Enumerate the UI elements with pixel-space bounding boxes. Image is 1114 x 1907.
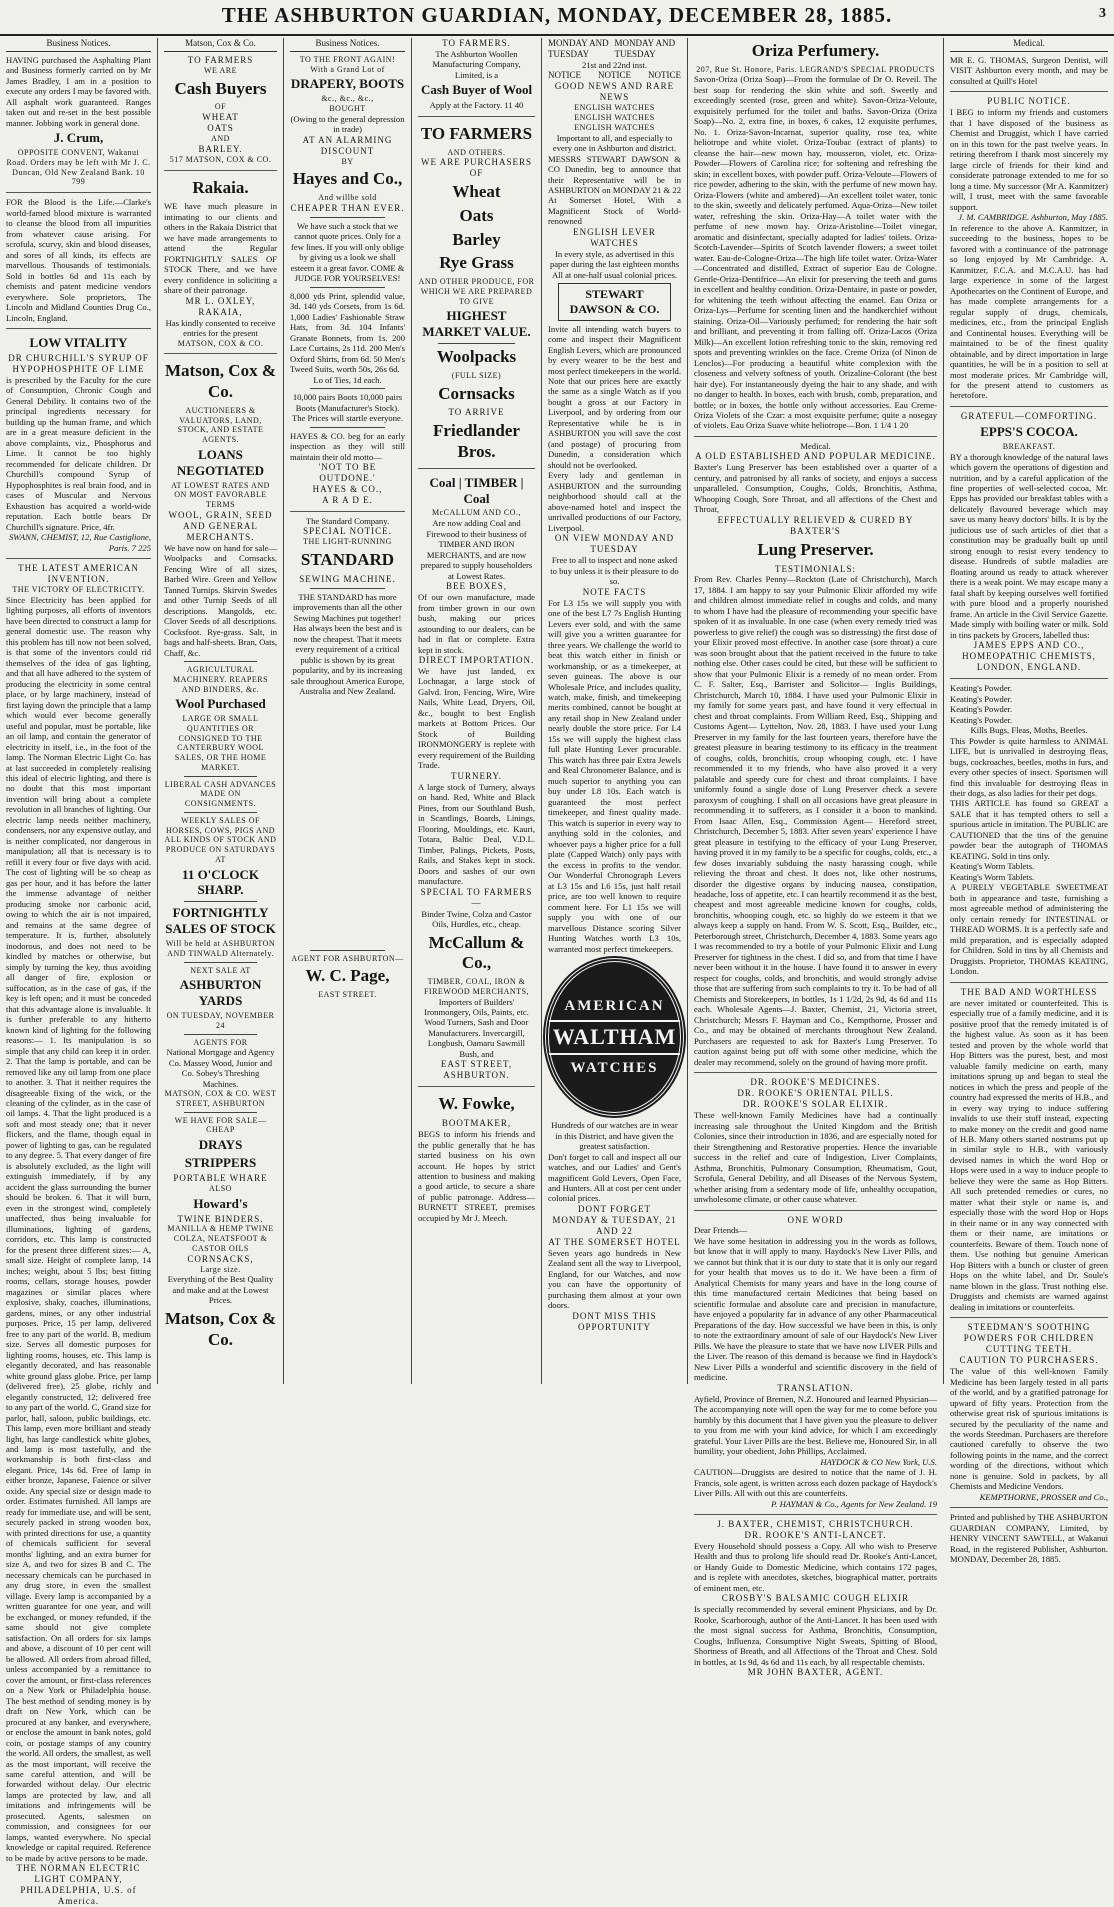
timber-line: TIMBER, COAL, IRON & FIREWOOD MERCHANTS, — [423, 977, 530, 996]
direct-title: DIRECT IMPORTATION. — [418, 655, 535, 665]
hayes-beg-text: HAYES & CO. beg for an early inspection as they will still maintain their old motto— — [290, 430, 405, 462]
turnery-title: TURNERY. — [450, 770, 503, 781]
grateful-line: GRATEFUL—COMFORTING. — [960, 410, 1098, 421]
anti-lancet-text: Every Household should possess a Copy. All who wish to Preserve Health and thus to prolong life should read Dr. Rooke's Anti-Lancet, or Handy Guide to Domestic Medicine, which contains 172 pages, and is replete with anecdotes, sketches, biographical matter, portraits of eminent men, etc. — [694, 1540, 937, 1593]
baxter-text: Baxter's Lung Preserver has been established over a quarter of a century, and patronised by all ranks of society, and enjoys a success unparalleled. Consumption, Coughs, Colds, Bronchitis, Asthma, Whooping Cough, Sore Throat, and all affections of the Chest and Throat, — [694, 462, 937, 515]
matson-main-ad — [164, 353, 277, 1350]
thomas-ad — [950, 55, 1108, 86]
epps-company: JAMES EPPS AND CO., HOMEOPATHIC CHEMISTS, LONDON, ENGLAND. — [962, 640, 1096, 673]
monday-left: MONDAY AND TUESDAY — [548, 38, 609, 59]
standard-text: THE STANDARD has more improvements than all the other Sewing Machines put together! Has always been the best and is now the cheapest. That it meets every requirement of a critical public is shown by its great popularity, and by its increasing sale throughout America Europe, Australia and New Zealand. — [290, 591, 405, 697]
wheat-label: WHEAT — [202, 112, 239, 123]
notice-row — [548, 70, 681, 81]
strippers-label: STRIPPERS — [184, 1155, 257, 1171]
latest-title: THE LATEST AMERICAN INVENTION. — [18, 563, 139, 585]
fowke-title: W. Fowke, — [438, 1094, 515, 1114]
one-word-title: ONE WORD — [787, 1214, 844, 1225]
portable-label: PORTABLE WHARE — [173, 1172, 268, 1183]
drapery-title: DRAPERY, BOOTS — [290, 76, 405, 92]
to-farmers-title: TO FARMERS — [420, 123, 533, 143]
asphalt-ad — [6, 55, 151, 187]
prices-text: The Prices will startle everyone. — [292, 413, 403, 424]
lung-title: Lung Preserver. — [757, 539, 874, 559]
anti-lancet-ad — [694, 1514, 937, 1678]
rooke-medicines: DR. ROOKE'S MEDICINES. — [750, 1077, 881, 1088]
divider — [184, 661, 257, 662]
we-have-line: WE HAVE FOR SALE—CHEAP — [174, 1115, 267, 1135]
dont-forget-text: Don't forget to call and inspect all our watches, and our Ladies' and Gent's magnificent Gold Levers, Open Face, and Hunters. All at cost per cent under colonial prices. — [548, 1151, 681, 1204]
purchasers-line: WE ARE PURCHASERS OF — [420, 157, 533, 179]
keating-4: Keating's Powder. — [950, 714, 1013, 725]
translation-title: TRANSLATION. — [777, 1382, 854, 1393]
bad-text: are never imitated or counterfeited. This is especially true of a family medicine, and it is positive proof that the remedy imitated is of the highest value. As soon as it has been tested and proven by the whole world that Hop Bitters was the purest, best, and most valuable family medicine on earth, many imitations sprung up and began to steal the notices in which the press and people of the country had expressed the merits of H.B., and in every way trying to induce suffering invalids to use their stuff instead, expecting to make money on the credit and good name of H.B. Many others started nostrums put up in similar style to H.B., with variously devised names in which the word Hop or Hops were used in a way to induce people to believe they were the same as Hop Bitters. All such pretended remedies or cures, no matter what their style or name is, and especially those with the word Hop or Hops in their name or in any way connected with them or their name, are imitations or counterfeits. Beware of them. Touch none of them. Use nothing but genuine American Hop Bitters with a bunch or cluster of green Hops on the white label, and Dr. Soule's name blown in the glass. Trust nothing else. Druggists and chemists are warned against dealing in imitations or counterfeits. — [950, 997, 1108, 1312]
arrive-text: TO ARRIVE — [448, 407, 505, 418]
rooke-ad — [694, 1072, 937, 1204]
section-heading: Business Notices. — [6, 38, 151, 52]
coal-heading: Coal | TIMBER | Coal — [429, 474, 524, 506]
loans-title: LOANS NEGOTIATED — [176, 446, 265, 478]
monday-header — [548, 38, 681, 60]
facts-text: For L3 15s we will supply you with one of the best L7 7s English Hunting Levers ever sold, and with the same will give you a written guarantee for three years. We challenge the world to beat this watch either in finish or workmanship, or as a timekeeper, at seven guineas. The above is our Wholesale Price, and includes quality, watch, make, finish, and timekeeping merits combined, cannot be bought at any retail shop in New Zealand under nearly double the store price. For L4 15s we will supply the highest class full plate Hunting Lever procurable. This watch has three pair Extra Jewels and Real Chronometer Balance, and is much superior to anything you can buy under L8 10s. Each watch is guaranteed the most perfect timekeeper, and finest quality made. This watch is superior in every way to anything sold in the colonies, and whoever pays a higher price for a full plate (Capped Watch) only pays with the excess in profits to the vendor. Our Wonderful Chronograph Levers at L3 15s and L6 15s, just half retail price, are too well known to require comment here. For L1 15s we will supply you with one of our marvellous Distance scoring Silver Hunting Watches worth L3 10s, warranted most perfect timekeepers. — [548, 597, 681, 954]
page-name: W. C. Page, — [305, 966, 390, 986]
cash-buyers-title: Cash Buyers — [174, 78, 267, 98]
epps-title: EPPS'S COCOA. — [980, 423, 1078, 439]
column-4 — [412, 38, 542, 1384]
worm-1: Keating's Worm Tablets. — [950, 861, 1035, 872]
imprint-text: Printed and published by THE ASHBURTON GUARDIAN COMPANY, Limited, by HENRY VINCENT SAWTELL, at Wakanui Road, in the registered Publisher, Ashburton. MONDAY, December 28, 1885. — [950, 1512, 1108, 1565]
fortnightly-title: FORTNIGHTLY SALES OF STOCK — [165, 905, 276, 937]
masthead — [0, 0, 1114, 36]
breakfast-line: BREAKFAST. — [1002, 441, 1056, 451]
every-lady-text: Every lady and gentleman in ASHBURTON and the surrounding neighborhood should call at the above-named hotel and inspect the unrivalled productions of our Factory, Liverpool. — [548, 470, 681, 533]
waltham-badge — [545, 958, 685, 1116]
dates-line: 21st and 22nd inst. — [582, 59, 647, 70]
barley-label: Barley — [452, 229, 501, 249]
column-3 — [284, 38, 412, 1384]
monday-right: MONDAY AND TUESDAY — [614, 38, 676, 59]
rakaia-title: Rakaia. — [192, 177, 249, 197]
styles-text: In every style, as advertised in this paper during the last eighteen months — [549, 248, 680, 270]
section-heading: Medical. — [950, 38, 1108, 52]
kempthorne-signature: KEMPTHORNE, PROSSER and Co., — [979, 1491, 1108, 1502]
seven-years-text: Seven years ago hundreds in New Zealand sent all the way to Liverpool, England, for our Watches, and now you can have the opportunity of purchasing them almost at your own doors. — [548, 1247, 681, 1311]
we-are: WE ARE — [204, 65, 237, 75]
special-notice: SPECIAL NOTICE. — [303, 526, 392, 537]
bootmaker-line: BOOTMAKER, — [441, 1118, 512, 1129]
drapery-sub: &c., &c., &c., — [321, 94, 374, 104]
divider — [184, 1112, 257, 1113]
keating-3: Keating's Powder. — [950, 704, 1013, 715]
boots-text: 10,000 pairs Boots 10,000 pairs Boots (Manufacturer's Stock). — [292, 392, 403, 413]
free-text: Free to all to inspect and none asked to buy unless it is their pleasure to do so. — [550, 555, 679, 587]
highest-value: HIGHEST MARKET VALUE. — [422, 308, 531, 340]
worm-2: Keating's Worm Tablets. — [950, 871, 1035, 882]
standard-company: The Standard Company. — [305, 515, 390, 526]
public-notice-title: PUBLIC NOTICE. — [987, 96, 1071, 107]
hop-bitters-ad — [950, 982, 1108, 1313]
column-6 — [688, 38, 944, 1678]
rooke-text: These well-known Family Medicines have had a continually increasing sale throughout the United Kingdom and the British Colonies, since their introduction in 1836, and are especially noted for their Strengthening and Restorative properties. Hence the invariable success in the relief and cure of Indigestion, Liver Complaints, Asthma, Bronchitis, Pulmonary Consumption, Rheumatism, Gout, Scrofula, General Debility, and all Diseases of the Nervous System, whether arising from a sedentary mode of life, unhealthy occupation, unwholesome climate, or other cause whatever. — [694, 1110, 937, 1205]
arcade-text: A R A D E. — [322, 495, 373, 506]
crosby-text: Is specially recommended by several eminent Physicians, and by Dr. Rooke, Scarborough, author of the Anti-Lancet. It has been used with the most signal success for Asthma, Bronchitis, Consumption, Coughs, Influenza, Consumptive Night Sweats, Spitting of Blood, Shortness of Breath, and all Affections of the Throat and Chest. Sold in bottles, at 1s 9d, 4s 6d and 11s each, by all respectable chemists. — [694, 1604, 937, 1667]
notice-left: NOTICE — [548, 70, 581, 81]
rakaia-ad — [164, 170, 277, 349]
badge-top: AMERICAN — [564, 998, 665, 1015]
other-produce: AND OTHER PRODUCE, FOR WHICH WE ARE PREPARED TO GIVE — [418, 277, 535, 306]
matson-signature: 517 MATSON, COX & CO. — [169, 154, 272, 164]
invite-text: Invite all intending watch buyers to come and inspect their Magnificent English Levers, which are pronounced by every wearer to be the best and most perfect timekeepers in the world. Note that our prices here are exactly the same as a single Watch as if you bought a gross at our Factory in Liverpool, and by ordering from our Representative while he is in ASHBURTON you will save the cost (and postage) of procuring from Dunedin, a consideration which should not be overlooked. — [548, 323, 681, 470]
ties-text: Lo of Ties, 1d each. — [313, 374, 382, 385]
motto-text: 'NOT TO BE OUTDONE.' — [318, 462, 377, 484]
of-text: OF — [214, 102, 227, 112]
howard-label: Howard's — [193, 1195, 248, 1211]
kills-text: Kills Bugs, Fleas, Moths, Beetles. — [970, 725, 1088, 736]
bee-title: BEE BOXES, — [445, 581, 507, 592]
agents-text: National Mortgage and Agency Co. Massey Wood, Junior and Co. Sobey's Threshing Machines. — [166, 1047, 275, 1089]
full-size: (FULL SIZE) — [451, 370, 502, 380]
clock-line: 11 O'CLOCK SHARP. — [182, 866, 259, 898]
weekly-line: WEEKLY SALES OF HORSES, COWS, PIGS AND ALL KINDS OF STOCK AND PRODUCE ON SATURDAYS AT — [164, 815, 277, 864]
notice-center: NOTICE — [598, 70, 631, 81]
good-news: GOOD NEWS AND RARE NEWS — [554, 81, 675, 103]
swann-signature: SWANN, CHEMIST, 12, Rue Castiglione, Paris. 7 225 — [9, 532, 151, 553]
front-again: TO THE FRONT AGAIN! With a Grand Lot of — [299, 54, 396, 74]
public-notice-ad — [950, 91, 1108, 401]
epps-ad — [950, 406, 1108, 673]
light-running: THE LIGHT-RUNNING — [303, 537, 392, 547]
medical-heading: Medical. — [800, 440, 831, 451]
and-text: AND — [211, 134, 230, 144]
discount-text: AT AN ALARMING DISCOUNT — [302, 134, 393, 156]
anti-lancet-title: DR. ROOKE'S ANTI-LANCET. — [744, 1530, 887, 1540]
crum-address: OPPOSITE CONVENT, Wakanui Road. Orders may be left with Mr J. C. Duncan, Old New Zealand Bank. 10 799 — [6, 148, 151, 187]
english-1: ENGLISH WATCHES — [574, 103, 655, 113]
worm-text: A PURELY VEGETABLE SWEETMEAT both in appearance and taste, furnishing a most agreeable method of administering the only certain remedy for INTESTINAL or THREAD WORMS. It is a perfectly safe and mild preparation, and is especially adapted for Children. Sold in tins by all Chemists and Druggists. Proprietor, THOMAS KEATING, London. — [950, 882, 1108, 977]
large-size-text: Large size. — [200, 1264, 241, 1274]
on-view-line: ON VIEW MONDAY AND TUESDAY — [554, 533, 675, 555]
turnery-text: A large stock of Turnery, always on hand. Red, White and Black Pines, from our Southland Bush, in Scantlings, Boards, Linings, Flooring, Mouldings, etc. Kauri, Totara, Baltic Deal, V.D.L. Timber, Palings, Pickets, Posts, Rails, and Stakes kept in stock. Doors and sashes of our own manufacture. — [418, 781, 535, 887]
yards-title: ASHBURTON YARDS — [179, 977, 262, 1009]
wheat-label: Wheat — [452, 182, 501, 202]
agents-line: AGENTS FOR — [193, 1037, 248, 1047]
crum-name: J. Crum, — [53, 130, 104, 146]
page-number: 3 — [1099, 6, 1106, 21]
woollen-text: The Ashburton Woollen Manufacturing Company, Limited, is a — [432, 48, 521, 80]
thomas-text: MR E. G. THOMAS, Surgeon Dentist, will VISIT Ashburton every month, and may be consulted at Quill's Hotel — [950, 54, 1108, 86]
bee-text: Of our own manufacture, made from timber grown in our own bush, making our prices astounding to our dealers, can be had in flat or complete. Extra kept in stock. — [418, 592, 535, 655]
electric-ad — [6, 558, 151, 1907]
divider — [184, 962, 257, 963]
standard-title: STANDARD — [300, 550, 395, 570]
oriza-ad — [694, 41, 937, 431]
east-street: EAST STREET. — [318, 990, 377, 1000]
baxter-ad — [694, 436, 937, 1067]
cambridge-signature: J. M. CAMBRIDGE. Ashburton, May 1885. — [958, 212, 1108, 223]
rooke-pills: DR. ROOKE'S ORIENTAL PILLS. — [737, 1088, 894, 1099]
mccallum-ad — [418, 468, 535, 1082]
farmers-heading: TO FARMERS. — [442, 38, 511, 48]
oxley-name: MR L. OXLEY, RAKAIA, — [185, 295, 256, 317]
blood-ad — [6, 192, 151, 323]
imprint — [950, 1507, 1108, 1564]
divider — [310, 388, 385, 389]
electric-text: Since Electricity has been applied for lighting purposes, all efforts of inventors have been directed to construct a lamp for general domestic use. The reason why this problem has till now not been solved, is that some of the inventors could rid themselves of the idea of gas lighting, and that all have adhered to the system of producing the electricity in some central place, or by large machinery, instead of first laying down the principle that a lamp which would ever become generally useful and popular, must be portable, like an oil lamp, and contain the generator of electricity in itself, i.e., in the foot of the lamp. The Norman Electric Light Co. has at last succeeded in completely realising this ideal of electric lighting, and there is no doubt that this most important invention will bring about a complete revolution in all branches of lighting. Our electric lamp needs neither machinery, condensers, nor any expensive outlay, and is neither complicated, nor dangerous in manipulation; all that is necessary is to refill it every four or five days with acid. The cost of lighting will be so cheap as gas per hour, and it has before the latter the immense advantage of neither producing smoke nor carbonic acid, owing to which the air is not impaired, and remains at the same degree of temperature. It is, further, absolutely inodorous, and does not need to be kindled by matches or otherwise, but simply by turning the key, thus avoiding all danger of fire, explosion or suffocation, as in the case of gas, if the key is left open; and it must be conceded that this advantage alone is invaluable. It is further preferable to any hitherto known kind of lighting for the following reasons:— 1. Its manipulation is so simple that any child can keep it in order. 2. That the lamp is portable, and can be removed like any oil lamp from one place to another. 3. That it neither requires the disagreeable fixing of the wick, or the cleaning of the cylinder, as in the case of oil lamps. 4. That the light produced is a soft and most steady one; that it never flickers, and the flame, though equal in power of lighting to gas, can be regulated to any degree. 5. That every danger of fire is absolutely excluded, as the light will extinguish immediately, if by any accident the glass surrounding the burner should be broken. 6. That it will burn, even in the strongest wind, completely unaffected, thus being invaluable for illuminations, lighting of gardens, corridors, etc. This lamp is constructed for the present three different sizes:— A, small size. Height of complete lamp, 14 inches; weight, about 5 lbs; best fitting rooms, cellars, storage houses, powder magazines or similar places where explosive, shaky, coaches, illuminations, gardens, mines, or any other industrial purposes. Price, 15 per lamp, delivered free to any part of the world. B, medium size. Serves all domestic purposes for lighting rooms, houses, etc. This lamp is elegantly decorated, and has reasonable white ground glass globe. Price, per lamp (delivered free), 25 globe, richly and elegantly constructed, 12; delivered free to any part of the world. C, Grand size for parlor, hall, saloon, public buildings, etc. This lamp, even more brilliant and steady light, has large candlestick white globes, and lamp is most tastefully, and the workmanship is both first-class and elegant. Price, 14s 6d. Free of lamp in either bronze, Japanese, Faience or silver oxide. Any special size or design made to order. Estimates furnished. All lamps are ready for immediate use, and will be sent, securely packed in strong wooden box, with printed directions for use, a quantity of chemicals sufficient for several months' lighting, and an extra burner for size A, and two for sizes B and C. The necessary chemicals can be purchased in any drug store, in even the smallest village. Every lamp is accompanied by a written guarantee for one year, and will be exchanged, or money refunded, if the same should not give complete satisfaction. On all orders for six lamps and above, a discount of 10 per cent will be allowed. All orders from abroad filled, unless accompanied by a remittance to cover the amount, or first-class references on a New York or Philadelphia house. The best method of sending money is by draft on New York, which can be procured at any banker, and everywhere, or enclose the amount in bank notes, gold coin, or postage stamps of any country the world. All orders, the smallest, as well as the most important, will receive the same careful attention, and will be forwarded without delay. Our electric lamps are protected by law, and all imitations and infringements will be prosecuted. Agents, salesmen on commission, and consignees for our lamps, wanted everywhere. No special knowledge or capital required. Reference to be made by active persons to be made. — [6, 594, 151, 1863]
badge-middle: WALTHAM — [549, 1020, 681, 1055]
woollen-ad — [418, 38, 535, 111]
friedlander-title: Friedlander Bros. — [433, 421, 520, 462]
cheaper-text: CHEAPER THAN EVER. — [290, 202, 405, 213]
fowke-text: BEGS to inform his friends and the public generally that he has started business on his own account. He hopes by strict attention to business and making a good article, to secure a share of public patronage. Address—BURNETT STREET, premises occupied by Mr J. Meech. — [418, 1129, 535, 1223]
also-text: ALSO — [209, 1183, 232, 1193]
wool-purchased-title: Wool Purchased — [175, 696, 266, 712]
divider — [438, 343, 515, 344]
spacer — [290, 697, 405, 947]
rooke-elixir: DR. ROOKE'S SOLAR ELIXIR. — [742, 1099, 889, 1110]
cornsacks-label: Cornsacks — [438, 383, 515, 403]
english-3: ENGLISH WATCHES — [574, 122, 655, 132]
manilla-label: MANILLA & HEMP TWINE — [167, 1224, 274, 1234]
caution-text: CAUTION—Druggists are desired to notice that the name of J. H. Francis, sole agent, is written across each dozen package of Haydock's Liver Pills. All with out this are counterfeits. — [694, 1467, 937, 1499]
lever-line: ENGLISH LEVER WATCHES — [573, 226, 656, 248]
one-half-text: All at one-half usual colonial prices. — [551, 269, 678, 280]
and-others: AND OTHERS. — [447, 147, 506, 157]
blood-text: FOR the Blood is the Life.—Clarke's world-famed blood mixture is warranted to cleanse the blood from all impurities from whatever cause arising. For scrofula, scurvy, skin and blood diseases, and sores of all kinds, its effects are marvellous. Thousands of testimonials. Sold in bottles 6d and 11s each by chemists and patent medicine vendors everywhere. Sole proprietors, The Lincoln and Midland Counties Drug Co., Lincoln, England. — [6, 197, 151, 323]
bought-stock-text: We have such a stock that we cannot quote prices. Only for a few lines. If you will only oblige by giving us a look we shall esteem it a great favor. COME & JUDGE FOR YOURSELVES! — [290, 220, 405, 284]
kanmitzer-text: In reference to the above A. Kanmitzer, in succeeding to the business, hopes to be favored with a continuance of the patronage so long enjoyed by Mr Cambridge. A. Kanmitzer, F.C.A. and M.C.A.U. has had large experience in some of the largest Apothecaries on the Continent of Europe, and has made complete arrangements for a regular supply of drugs, chemicals, medicines, etc., from the principal English and Continental houses. Everything will be maintained to be of the finest quality obtainable, and by direct importation in large quantities, he will be in a position to sell at most moderate prices. Mr Cambridge will, for the present attend to customers as heretofore. — [950, 222, 1108, 401]
divider — [310, 950, 385, 951]
divider — [310, 427, 385, 428]
matson-title: Matson, Cox & Co. — [165, 361, 276, 402]
keating-2: Keating's Powder. — [950, 693, 1013, 704]
matson-west-street: MATSON, COX & CO. WEST STREET, ASHBURTON — [164, 1089, 277, 1108]
drays-label: DRAYS — [198, 1137, 243, 1153]
translation-text: Ayfield, Province of Bremen, N.Z. Honoured and learned Physician—The accompanying note will open the way for me to come before you humbly by this document that I have given you the pleasure to deliver to you from me with your kind advice, for which I am exceedingly grateful. Your Liver Pills are the best. Believe me, Honoured Sir, in all humility, your obedient, John Phillips, Acclaimed. — [694, 1393, 937, 1457]
oxley-text: Has kindly consented to receive entries for the present — [165, 317, 276, 339]
importers-text: Importers of Builders' Ironmongery, Oils, Paints, etc. Wood Turners, Sash and Door Manufacturers. Invercargill, Longbush, Oamaru Sawmill Bush, and — [424, 996, 529, 1059]
hayes-signature: HAYES & CO., — [312, 484, 383, 495]
fortnightly-text: Will be held at ASHBURTON AND TINWALD Alternately. — [165, 939, 276, 958]
norman-signature: THE NORMAN ELECTRIC LIGHT COMPANY, PHILADELPHIA, U.S. of America. — [16, 1863, 141, 1907]
one-word-sub: Dear Friends— — [694, 1225, 748, 1236]
will-sold-text: And willbe sold — [318, 193, 377, 203]
sewing-title: SEWING MACHINE. — [299, 573, 396, 584]
mccallum-title: McCallum & Co., — [428, 932, 525, 973]
cornsacks-label: CORNSACKS, — [187, 1253, 254, 1264]
haydock-ad — [694, 1210, 937, 1510]
syrup-title: DR CHURCHILL'S SYRUP OF HYPOPHOSPHITE OF LIME — [8, 352, 149, 374]
newspaper-title: THE ASHBURTON GUARDIAN, MONDAY, DECEMBER 28, 1885. — [221, 3, 893, 27]
wool-merchants: WOOL, GRAIN, SEED AND GENERAL MERCHANTS. — [168, 509, 273, 542]
owing-text: (Owing to the general depression in trade) — [290, 113, 405, 135]
barley-label: BARLEY. — [198, 143, 243, 154]
matson-footer: Matson, Cox & Co. — [165, 1308, 276, 1349]
everything-text: Everything of the Best Quality and make and at the Lowest Prices. — [167, 1274, 274, 1306]
asphalt-text: HAVING purchased the Asphalting Plant and Business formerly carried on by Mr James Bradley, I am in a position to execute any orders I may be favored with. All asphalt work guaranteed. Ranges taken out and re-set in the best possible manner. Jobbing work in general done. — [6, 54, 151, 128]
column-5 — [542, 38, 688, 1384]
section-heading: Business Notices. — [290, 38, 405, 52]
english-2: ENGLISH WATCHES — [574, 113, 655, 123]
coal-text: Are now adding Coal and Firewood to their business of TIMBER AND IRON MERCHANTS, and are now prepared to supply householders at Lowest Rates. — [420, 518, 533, 581]
crosby-title: CROSBY'S BALSAMIC COUGH ELIXIR — [721, 1593, 910, 1604]
standard-ad — [290, 511, 405, 1000]
east-street: EAST STREET, ASHBURTON. — [440, 1059, 513, 1081]
divider — [310, 287, 385, 288]
colza-label: COLZA, NEATSFOOT & CASTOR OILS — [173, 1234, 268, 1253]
somerset-line: AT THE SOMERSET HOTEL — [548, 1236, 681, 1247]
prints-list: 8,000 yds Print, splendid value, 3d. 140 yds Corsets, from 1s 6d. 1,000 Ladies' Fashionable Straw Hats, from 3d. 104 Infants' Granate Bonnets, from 1s. 200 Lace Curtains, 2s 11d. 200 Men's Oxford Shirts, from 6d. 50 Men's Tweed Suits, worth 50s, 26s 6d. — [290, 290, 405, 375]
syrup-ad — [6, 328, 151, 553]
by-text: BY — [341, 156, 354, 166]
column-7 — [944, 38, 1114, 1565]
column-2 — [158, 38, 284, 1384]
farmers-heading: TO FARMERS — [187, 54, 254, 65]
important-text: Important to all, and especially to every one in Ashburton and district. — [552, 132, 677, 154]
steedman-ad — [950, 1317, 1108, 1502]
divider — [184, 901, 257, 902]
testimonials-title: TESTIMONIALS: — [775, 563, 856, 574]
loans-sub: AT LOWEST RATES AND ON MOST FAVORABLE TERMS — [171, 480, 270, 510]
friedlander-ad — [418, 116, 535, 463]
divider — [184, 776, 257, 777]
twine-label: TWINE BINDERS. — [177, 1213, 264, 1224]
keating-public: THIS ARTICLE has found so GREAT a SALE that it has tempted others to sell a spurious article in imitation. The PUBLIC are CAUTIONED that the tins of the genuine powder bear the autograph of THOMAS KEATING. Sold in tins only. — [950, 798, 1108, 861]
bad-title: THE BAD AND WORTHLESS — [960, 986, 1098, 997]
effectually-line: EFFECTUALLY RELIEVED & CURED BY BAXTER'S — [717, 514, 914, 536]
bought-text: BOUGHT — [329, 104, 366, 114]
oats-label: OATS — [207, 123, 234, 134]
stewart-box: STEWART DAWSON & CO. — [558, 283, 671, 320]
hundreds-text: Hundreds of our watches are in wear in this District, and have given the greatest satisfaction. — [551, 1120, 678, 1152]
agent-line: AGENT FOR ASHBURTON— — [291, 953, 404, 963]
divider — [310, 217, 385, 218]
dont-forget-title: DONT FORGET — [577, 1203, 652, 1214]
keating-ad — [950, 678, 1108, 977]
liberal-line: LIBERAL CASH ADVANCES MADE ON CONSIGNMENTS. — [164, 779, 277, 809]
woolpacks-label: Woolpacks — [436, 347, 517, 367]
auctioneers-line: AUCTIONEERS & VALUATORS, LAND, STOCK, AND ESTATE AGENTS. — [177, 405, 264, 445]
keating-text: This Powder is quite harmless to ANIMAL LIFE, but is unrivalled in destroying fleas, bugs, cockroaches, beetles, moths in furs, and every other species of insect. Sportsmen will find this invaluable for destroying fleas in their dogs, as also ladies for their pet dogs. — [950, 735, 1108, 798]
mccallum-name: McCALLUM AND CO., — [432, 508, 521, 518]
baxter-signature: J. BAXTER, CHEMIST, CHRISTCHURCH. — [717, 1519, 914, 1530]
special-title: SPECIAL TO FARMERS— — [420, 886, 533, 908]
john-baxter: MR JOHN BAXTER, AGENT. — [747, 1667, 884, 1678]
special-text: Binder Twine, Colza and Castor Oils, Hurdles, etc., cheap. — [421, 908, 532, 930]
vitality-title: LOW VITALITY — [29, 335, 128, 351]
keating-1: Keating's Powder. — [950, 683, 1013, 694]
stewart-ad — [548, 38, 681, 1333]
hayes-ad — [290, 55, 405, 506]
caution-title: CAUTION TO PURCHASERS. — [959, 1355, 1099, 1366]
oats-label: Oats — [459, 205, 494, 225]
old-established: A OLD ESTABLISHED AND POPULAR MEDICINE. — [695, 451, 936, 462]
notice-right: NOTICE — [648, 70, 681, 81]
section-heading: Matson, Cox & Co. — [164, 38, 277, 52]
divider — [184, 1034, 257, 1035]
victory-title: THE VICTORY OF ELECTRICITY. — [12, 585, 145, 594]
divider — [310, 588, 385, 589]
direct-text: We have just landed, ex Lochnagar, a large stock of Galvd. Iron, Fencing, Wire, Wire Nails, White Lead, Dryers, Oil, &c., bought to best English markets at Bottom Prices. Our Stock of Building IRONMONGERY is replete with every requirement of the Building Trade. — [418, 665, 535, 771]
testimonial-text: From Rev. Charles Penny—Rockton (Late of Christchurch), March 17, 1884. I am happy to say your Pulmonic Elixir afforded my wife and children almost immediate relief in coughs and colds, and many to whom I have had the pleasure of recommending your specific have spoken of it as invaluable. In one case (when every remedy tried was powerless to give relief) the cough was so distressing) the first dose of your Elixir proved most effective. In another case (sore throat) a cure was soon brought about that the patient received in the future to take nothing else. Other cases could be cited, but these will be sufficient to show that your Pulmonic Elixir is a remedy of no mean order. From C. F. Salter, Esq., Barrister and Solicitor— Inglis Buildings, Christchurch, March 10, 1884. I have used your Pulmonic Elixir in my family for some years past, and have found it very effectual in chest and throat complaints. From William Reed, Esq., Shipping and Customs Agent— Lyttelton, Nov. 28, 1883. I have used your Lung Preserver in my family for the last fourteen years, therefore have the greatest pleasure in bearing testimony to its efficacy in the treatment of coughs, colds, bronchitis, croup whooping cough, etc. I have recommended it to my friends, who have also proved it a very palatable and speedy cure for chest and throat complaints. I have uniformly found a single dose of Lung Preserver check a severe paroxysm of coughing. I shall on all occasions have great pleasure in recommending it to sufferers, as I consider it a boon to mankind. From Isaac Allen, Esq., Commission Agent— Hereford street, Christchurch, December 5, 1883. After seven years' experience I have great pleasure in testifying to the efficacy of your Lung Preserver, having proved it in my family to be a specific for coughs, colds, etc., a few doses invariably subduing the nasty harassing cough, while relieving the throat and chest. It does not, like other nostrums, disorder the digestive organs by inducing nausea, constipation, headache, loss of appetite, etc. I can heartily recommend it as the best, cheapest and most agreeable medicine known for coughs, colds, bronchitis, whooping cough, etc. so highly do we esteem it that we always keep a supply on hand. From W. S. Scott, Esq., Builder, etc., Peterborough street, Christchurch, December 4, 1883. Some years ago I was recommended to try a bottle of your Pulmonic Elixir and Lung Preserver for tightness in the chest. I did so, and from that time I have never been without it in the house. I have found it to answer in every respect for coughs, colds, and bronchitis, and would strongly advise those that are suffering from such complaints to try it. To be had of all Chemists and Storekeepers, in bottles, 1s 1 1/2d, 2s 9d, 4s 6d and 11s each. Wholesale Agents—J. Baxter, Chemist, 21, Victoria street, Christchurch; Messrs F. Hayman and Co., Kempthorne, Prosser and Co., and may be obtained of merchants throughout New Zealand. Purchasers are requested to ask for Baxter's Lung Preserver. To caution against being put off with some other medicine, which the dealer may recommend, solely on the ground of having more profit. — [694, 574, 937, 1067]
cash-buyer-title: Cash Buyer of Wool — [420, 82, 533, 98]
dont-miss-line: DONT MISS THIS OPPORTUNITY — [572, 1310, 657, 1332]
hayman-signature: P. HAYMAN & Co., Agents for New Zealand. 19 — [771, 1498, 937, 1509]
fowke-ad — [418, 1086, 535, 1223]
haydock-signature: HAYDOCK & CO New York, U.S. — [820, 1456, 937, 1467]
oriza-address: 207, Rue St. Honore, Paris. LEGRAND'S SPECIAL PRODUCTS — [696, 64, 935, 74]
epps-text: BY a thorough knowledge of the natural laws which govern the operations of digestion and nutrition, and by a careful application of the fine properties of well-selected cocoa, Mr. Epps has provided our breakfast tables with a delicately flavoured beverage which may save us many heavy doctors' bills. It is by the judicious use of such articles of diet that a constitution may be gradually built up until strong enough to resist every tendency to disease. Hundreds of subtle maladies are floating around us ready to attack wherever there is a weak point. We may escape many a fatal shaft by keeping ourselves well fortified with pure blood and a properly nourished frame. An article in the Civil Service Gazette. Made simply with boiling water or milk. Sold in tins packets by Grocers, labelled thus: — [950, 451, 1108, 640]
dont-forget-date: MONDAY & TUESDAY, 21 AND 22 — [552, 1214, 677, 1236]
matson-signature-2: MATSON, COX & CO. — [177, 338, 264, 348]
column-1 — [0, 38, 158, 1907]
one-word-text: We have some hesitation in addressing you in the words as follows, but know that it will apply to many. Haydock's New Liver Pills, and we cannot but think that it is our duty to state that it is only our regard for your health that moves us to do it. We have been a firm of Analytical Chemists for many years and have in the long course of this time manufactured certain Medicines that being based on scientific formulae and absolute care and precision in manufacture, have enjoyed a popularity far in advance of any other Pharmaceutical Preparations of the day. How successful we have been in this, is only to note the extraordinary amount of sale of our Haydock's New Liver Pills. We have the pleasure to state that we have now LIVER Pills and the Liver. The reason of this demand is because we find in Haydock's New Liver Pills a wonderful and scientific discovery in the field of medicine. — [694, 1235, 937, 1383]
rakaia-text: WE have much pleasure in intimating to our clients and others in the Rakaia District that we have made arrangements to attend the Regular FORTNIGHTLY SALES OF STOCK There, and we have every confidence in soliciting a share of their patronage. — [164, 201, 277, 296]
next-sale-line: NEXT SALE AT — [190, 965, 251, 975]
public-notice-text: I BEG to inform my friends and customers that I have disposed of the business as Chemist and Druggist, which I have carried on in this town for the past twelve years. In retiring therefrom I thank most sincerely my large circle of friends for their kind and considerate patronage extended to me for so long a time. My successor (Mr A. Kanmitzer) will, I trust, meet with the same favorable support. — [950, 107, 1108, 212]
badge-bottom: WATCHES — [570, 1059, 659, 1076]
cash-buyers-ad — [164, 55, 277, 165]
divider — [184, 812, 257, 813]
stewart-text: MESSRS STEWART DAWSON & CO Dunedin, beg to announce that their Representative will be in ASHBURTON on MONDAY 21 & 22 At Somerset Hotel, With a Magnificent Stock of World-renowned — [548, 153, 681, 227]
oriza-text: Savon-Oriza (Oriza Soap)—From the formulae of Dr O. Reveil. The best soap for rendering the skin white and soft. Sweetly and exceedingly scented (rose, green and white). Savon-Oriza-Veloute, exquisitely perfumed for the toilet and baths. Savon-Oriza (Oriza Soap)—No. 2, extra fine, in boxes, 6 cakes, 12 exquisite perfumes, No. 1. Oriza-Savon-Incarnat, superior quality, rose tea, white heliotrope and white violet. Oriza-Toubac (extract of plants) to cleanse the hair—new mown hay, mousseron, violet, etc. Oriza-Powder—Flowers of Carolina rice; for softening and refreshing the skin; in excellent boxes, with powder puff. Oriza-Veloute—Flowers of rice powder, adhering to the skin, with the perfume of new mown hay. Oriza-Flowers (white and ambered)—An excellent toilet water, tonic to the skin, sweetly and delicately perfumed. Aqua-Oriza—New toilet water, refreshing the skin. Oriza-Hay—A toilet water with the perfume of new mown hay. Oriza-Aristoline—Toilet vinegar, aromatic and disinfectant, specially adapted for ladies' toilets. Oriza-Scotch-Lavender—Spirits of Scotch lavender flowers; a sweet toilet water. Eau-de-Cologne-Oriza—The high life toilet water. Oriza-Water—Concentrated and distilled, Extract of superior Eau de Cologne. Gentle-Oriza-Dentifrice—An elixir for preserving the teeth and gums in excellent and healthy condition. Oriza-Dentaire, in paste or powder, for whitening the teeth without affecting the enamel. Eau Oriza or Oriza-Lys—Perfume for scenting linen and the handkerchief without staining. Oriza-Oil—Variously perfumed; for rendering the hair soft and brilliant, and preventing it from falling off. Oriza-Lacos (Oriza Milk)—An excellent lotion refreshing tonic to the skin, removing red spots and preventing wrinkles on the face. Creme Oriza (of Ninon de Lenclos)—For producing a beautiful white complexion with the closeness and velvety softness of youth. Orizaline-Colorant (the best hair dye). For instantaneously dyeing the hair to any shade, and with no danger to health. In boxes, each with brush, comb, preparation, and bottle; or in boxes, the bottle only without accessories. Eau Creme-Oriza Violets of the Czar: a most exquisite perfume; quite a nosegay of violets. Eau Oriza Suave white heliotrope—Bon. 1 1/4 1 20 — [694, 74, 937, 431]
apply-text: Apply at the Factory. 11 40 — [429, 100, 524, 111]
agri-line: AGRICULTURAL MACHINERY. REAPERS AND BINDERS, &c. — [172, 665, 269, 694]
yards-date: ON TUESDAY, NOVEMBER 24 — [166, 1011, 275, 1030]
sale-list: We have now on hand for sale— Woolpacks and Cornsacks. Fencing Wire of all sizes, Barbed Wire. Green and Yellow Tanned Turnips. Skirvin Swedes and other Turnip Seeds of all descriptions. Mangolds, etc. Clover Seeds of all descriptions. Cocksfoot. Rye-grass. Salt, in bags and half-sheets. Bran, Oats, Chaff, &c. — [164, 542, 277, 658]
oriza-title: Oriza Perfumery. — [751, 41, 880, 60]
waltham-badge-wrap — [548, 958, 681, 1116]
facts-title: NOTE FACTS — [582, 586, 647, 597]
syrup-text: is prescribed by the Faculty for the cure of Consumption, Chronic Cough and General Debility. It contains two of the principal ingredients necessary for building up the human frame, and which are in a great measure deficient in the above complaints, viz., Phosphorus and Lime. It cannot be too highly recommended for delicate children. Dr Churchill's compound Syrup of Hypophosphites is real brain food, and in cases of Muscular and Nervous Exhaustion has acquired a world-wide reputation. Each bottle bears Dr Churchill's signature. Price, 4fr. — [6, 374, 151, 532]
steedman-text: The value of this well-known Family Medicine has been largely tested in all parts of the world, and by a gratified patronage for upward of fifty years. Protection from the otherwise great risk of spurious imitations is secured by the peculiarity of the name and the words Steedman. Purchasers are therefore cautioned carefully to observe the two following points in the name, and the correct wording of the directions, without which none is genuine. Sold in packets, by all Chemists and Medicine Vendors. — [950, 1366, 1108, 1492]
steedman-title: STEEDMAN'S SOOTHING POWDERS FOR CHILDREN CUTTING TEETH. — [963, 1322, 1095, 1355]
rye-label: Rye Grass — [439, 253, 514, 273]
wool-purchased-text: LARGE OR SMALL QUANTITIES OR CONSIGNED TO THE CANTERBURY WOOL SALES, OR THE HOME MARKET. — [174, 714, 267, 772]
hayes-title: Hayes and Co., — [292, 169, 403, 189]
